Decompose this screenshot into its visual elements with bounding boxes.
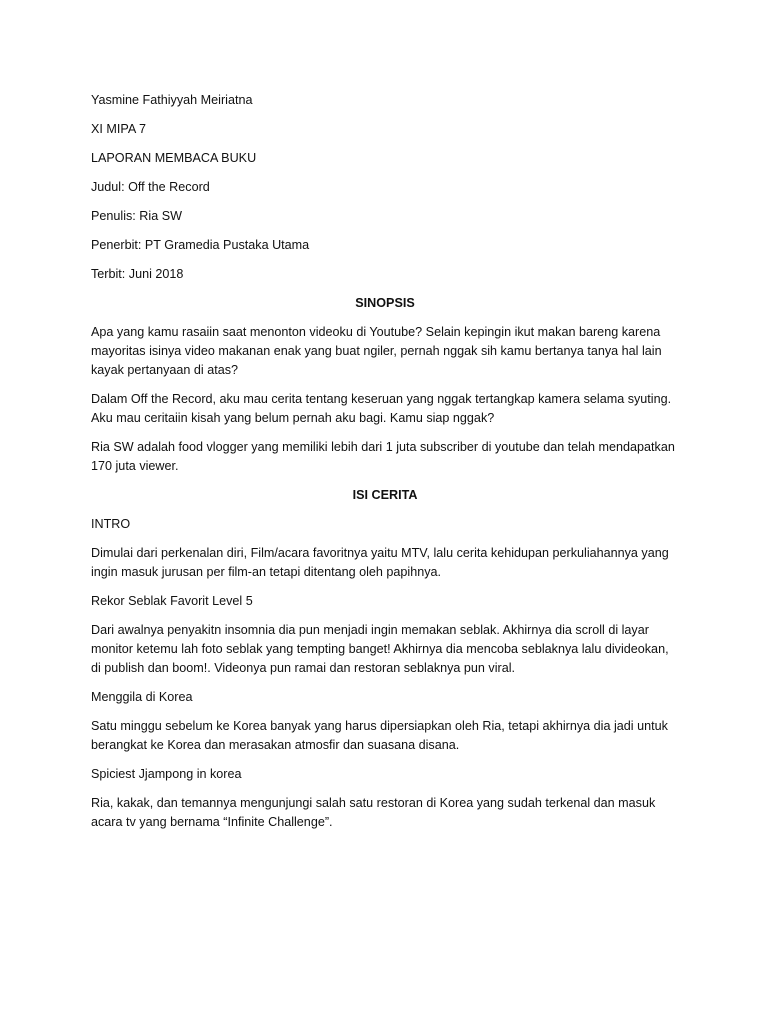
intro-paragraph: [91, 544, 679, 582]
text-line: ingin masuk jurusan per film-an tetapi ditentang oleh papihnya.: [91, 565, 442, 579]
sinopsis-paragraph-2: [91, 390, 679, 428]
class-label: XI MIPA 7: [91, 122, 147, 136]
book-author: Penulis: Ria SW: [91, 209, 182, 223]
author-name: Yasmine Fathiyyah Meiriatna: [91, 93, 253, 107]
jjampong-paragraph: [91, 794, 679, 832]
text-line: acara tv yang bernama “Infinite Challenge”.: [91, 815, 333, 829]
intro-title: INTRO: [91, 517, 131, 531]
document-body: [91, 91, 679, 842]
text-line: Dari awalnya penyakitn insomnia dia pun menjadi ingin memakan seblak. Akhirnya dia scroll di layar: [91, 623, 649, 637]
sinopsis-heading: SINOPSIS: [355, 296, 415, 310]
rekor-title: Rekor Seblak Favorit Level 5: [91, 594, 253, 608]
text-line: Dalam Off the Record, aku mau cerita tentang keseruan yang nggak tertangkap kamera selama syuting.: [91, 392, 672, 406]
korea-paragraph: [91, 717, 679, 755]
text-line: Ria, kakak, dan temannya mengunjungi salah satu restoran di Korea yang sudah terkenal dan masuk: [91, 796, 656, 810]
book-publisher: Penerbit: PT Gramedia Pustaka Utama: [91, 238, 310, 252]
text-line: di publish dan boom!. Videonya pun ramai dan restoran seblaknya pun viral.: [91, 661, 516, 675]
jjampong-title: Spiciest Jjampong in korea: [91, 767, 242, 781]
text-line: mayoritas isinya video makanan enak yang buat ngiler, pernah nggak sih kamu bertanya tanya hal lain: [91, 344, 662, 358]
book-title: Judul: Off the Record: [91, 180, 210, 194]
korea-title: Menggila di Korea: [91, 690, 193, 704]
text-line: kayak pertanyaan di atas?: [91, 363, 239, 377]
report-title: LAPORAN MEMBACA BUKU: [91, 151, 257, 165]
text-line: Satu minggu sebelum ke Korea banyak yang harus dipersiapkan oleh Ria, tetapi akhirnya dia jadi untuk: [91, 719, 668, 733]
isi-cerita-heading: ISI CERITA: [352, 488, 418, 502]
text-line: Ria SW adalah food vlogger yang memiliki lebih dari 1 juta subscriber di youtube dan telah mendapatkan: [91, 440, 675, 454]
sinopsis-paragraph-3: [91, 438, 679, 476]
text-line: berangkat ke Korea dan merasakan atmosfir dan suasana disana.: [91, 738, 460, 752]
text-line: 170 juta viewer.: [91, 459, 179, 473]
sinopsis-paragraph-1: [91, 323, 679, 380]
text-line: Apa yang kamu rasaiin saat menonton videoku di Youtube? Selain kepingin ikut makan bareng karena: [91, 325, 661, 339]
book-publish-date: Terbit: Juni 2018: [91, 267, 184, 281]
rekor-paragraph: [91, 621, 679, 678]
text-line: Aku mau ceritaiin kisah yang belum pernah aku bagi. Kamu siap nggak?: [91, 411, 495, 425]
text-line: Dimulai dari perkenalan diri, Film/acara favoritnya yaitu MTV, lalu cerita kehidupan perkuliahannya yang: [91, 546, 669, 560]
text-line: monitor ketemu lah foto seblak yang tempting banget! Akhirnya dia mencoba seblaknya lalu divideokan,: [91, 642, 669, 656]
